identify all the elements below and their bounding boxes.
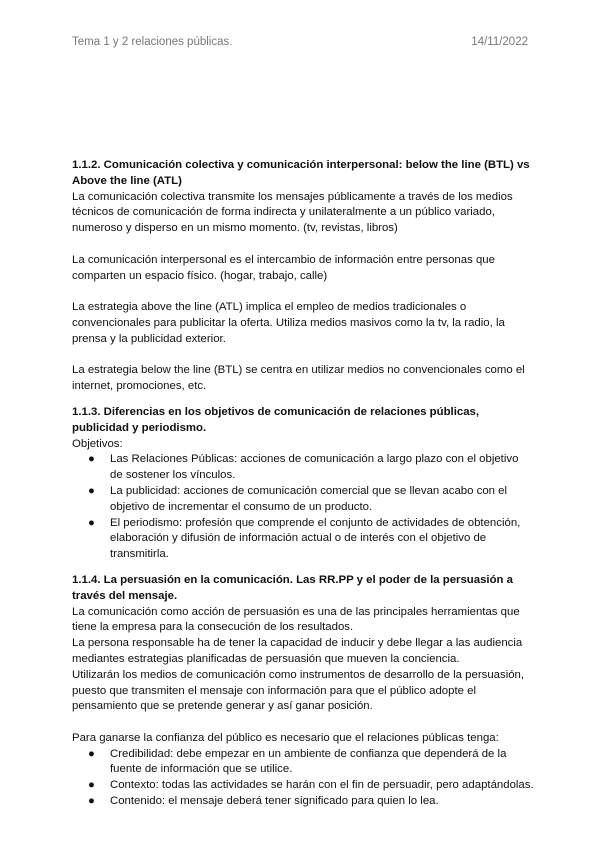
document-date: 14/11/2022 [471, 36, 528, 48]
document-title: Tema 1 y 2 relaciones públicas. [72, 36, 233, 48]
section-114-heading: 1.1.4. La persuasión en la comunicación. Las RR.PP y el poder de la persuasión a través del mensaje. [72, 573, 514, 602]
bullet-icon: ● [88, 484, 95, 497]
section-114-paragraph-2: La persona responsable ha de tener la capacidad de inducir y debe llegar a las audiencia mediantes estrategias planificadas de persuasión que mueven la conciencia. [72, 637, 523, 665]
section-114-paragraph-4: Para ganarse la confianza del público es necesario que el relaciones públicas tenga: [72, 731, 499, 744]
bullet-icon: ● [88, 453, 95, 466]
list-item: ● Credibilidad: debe empezar en un ambiente de confianza que dependerá de la fuente de información que se utilice. [88, 747, 507, 776]
bullet-icon: ● [88, 779, 95, 792]
document-body [72, 158, 534, 810]
list-item: ● Contexto: todas las actividades se harán con el fin de persuadir, pero adaptándolas. [72, 778, 534, 794]
section-114-paragraph-1: La comunicación como acción de persuasión es una de las principales herramientas que tiene la empresa para la consecución de los resultados. [72, 605, 520, 634]
bullet-icon: ● [88, 747, 95, 760]
list-item: ● El periodismo: profesión que comprende el conjunto de actividades de obtención, elaboración y difusión de información actual o de interés con el objetivo de transmitirla. [88, 516, 521, 561]
section-114-paragraph-3: Utilizarán los medios de comunicación como instrumentos de desarrollo de la persuasión, puesto que transmiten el mensaje con información para que el público adopte el pensamiento que se pretende generar y así ganar posición. [72, 668, 525, 713]
section-112-heading: 1.1.2. Comunicación colectiva y comunicación interpersonal: below the line (BTL) vs Above the line (ATL) [72, 159, 530, 187]
bullet-icon: ● [88, 795, 95, 808]
section-112-paragraph-1: La comunicación colectiva transmite los mensajes públicamente a través de los medios técnicos de comunicación de forma indirecta y unilateralmente a un público variado, numeroso y disperso en un mismo momento. (tv, revistas, libros) [72, 190, 513, 235]
list-item: ● Las Relaciones Públicas: acciones de comunicación a largo plazo con el objetivo de sostener los vínculos. [88, 453, 519, 482]
section-112-paragraph-4: La estrategia below the line (BTL) se centra en utilizar medios no convencionales como el internet, promociones, etc. [72, 364, 525, 393]
list-item: ● Contenido: el mensaje deberá tener significado para quien lo lea. [72, 794, 534, 810]
list-item: ● La publicidad: acciones de comunicación comercial que se llevan acabo con el objetivo de incrementar el consumo de un producto. [88, 484, 508, 513]
section-114-list [72, 747, 534, 810]
section-113-heading: 1.1.3. Diferencias en los objetivos de comunicación de relaciones públicas, publicidad y periodismo. [72, 405, 480, 434]
section-113-list [72, 452, 534, 563]
bullet-icon: ● [88, 516, 95, 529]
section-112-paragraph-2: La comunicación interpersonal es el intercambio de información entre personas que comparten un espacio físico. (hogar, trabajo, calle) [72, 253, 495, 282]
section-112-paragraph-3: La estrategia above the line (ATL) implica el empleo de medios tradicionales o convencionales para publicitar la oferta. Utiliza medios masivos como la tv, la radio, la prensa y la publicidad exterior. [72, 301, 505, 345]
section-113-intro: Objetivos: [72, 437, 123, 450]
